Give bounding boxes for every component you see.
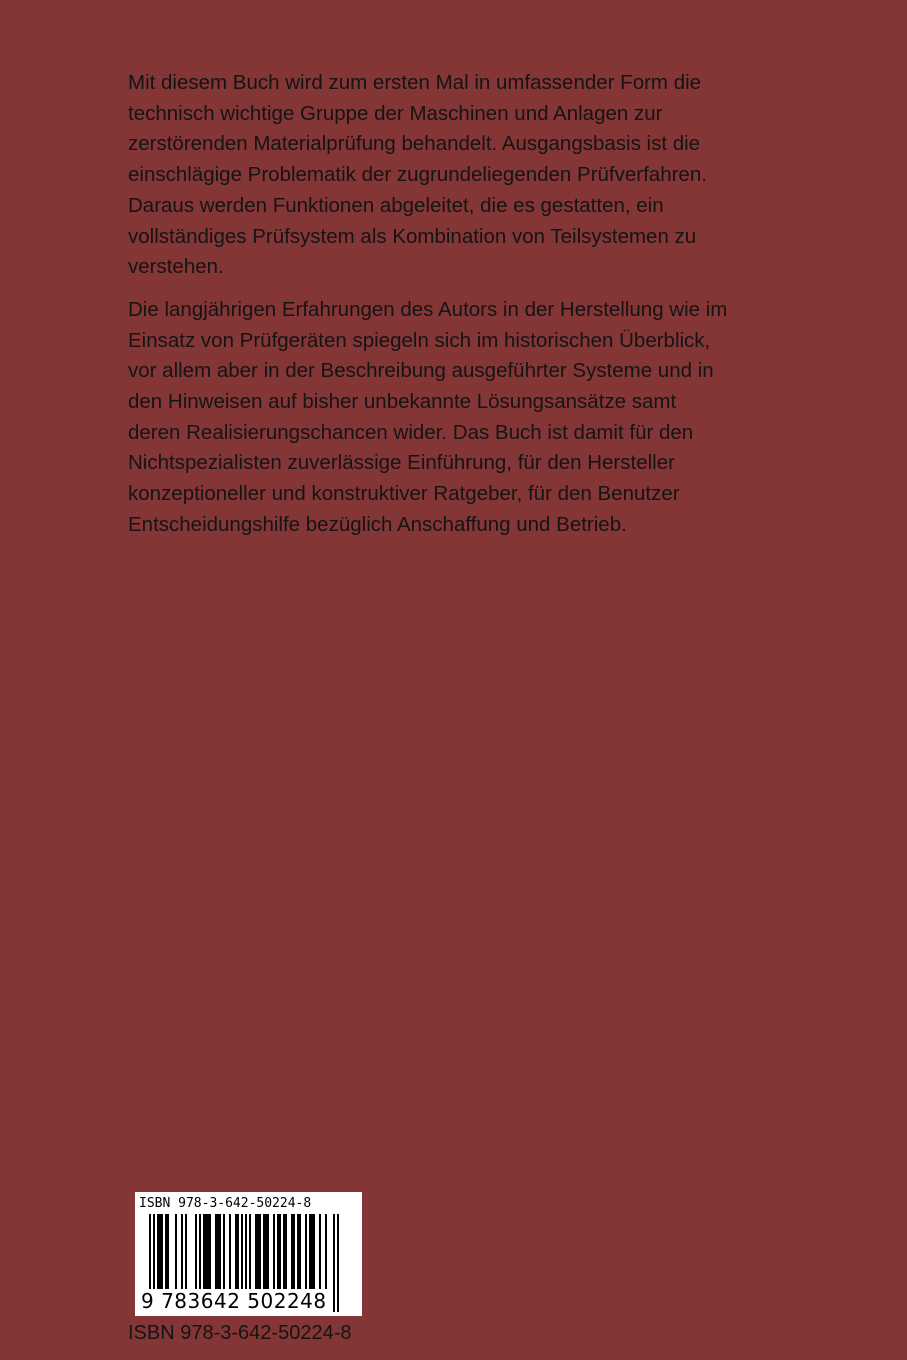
barcode-bar	[167, 1214, 169, 1290]
barcode-bar	[205, 1214, 207, 1290]
barcode-bar	[257, 1214, 259, 1290]
barcode-bar	[217, 1214, 219, 1290]
barcode-bar	[203, 1214, 205, 1290]
barcode-bar	[309, 1214, 311, 1290]
barcode-bar	[325, 1214, 327, 1290]
barcode-bar	[299, 1214, 301, 1290]
barcode-bar	[259, 1214, 261, 1290]
barcode-bar	[161, 1214, 163, 1290]
blurb-paragraph-1	[128, 68, 828, 283]
blurb-line: Einsatz von Prüfgeräten spiegeln sich im historischen Überblick,	[128, 328, 711, 352]
barcode-bar	[219, 1214, 221, 1290]
blurb-line: Nichtspezialisten zuverlässige Einführung, für den Hersteller	[128, 451, 675, 475]
blurb-line: einschlägige Problematik der zugrundeliegenden Prüfverfahren.	[128, 163, 707, 187]
barcode-bar	[199, 1214, 201, 1290]
blurb-line: konzeptioneller und konstruktiver Ratgeber, für den Benutzer	[128, 482, 680, 506]
barcode-bar	[283, 1214, 285, 1290]
barcode-bar	[207, 1214, 209, 1290]
barcode-bar	[165, 1214, 167, 1290]
barcode-bar	[319, 1214, 321, 1290]
barcode-bar	[249, 1214, 251, 1290]
barcode-bar	[157, 1214, 159, 1290]
barcode-bar	[337, 1214, 339, 1312]
blurb-line: Daraus werden Funktionen abgeleitet, die es gestatten, ein	[128, 193, 664, 217]
blurb-paragraph-2	[128, 295, 828, 541]
barcode-bar	[175, 1214, 177, 1290]
isbn-number: ISBN 978-3-642-50224-8	[128, 1322, 352, 1344]
barcode-bar	[291, 1214, 293, 1290]
barcode-bar	[181, 1214, 183, 1290]
blurb-line: technisch wichtige Gruppe der Maschinen und Anlagen zur	[128, 101, 663, 125]
barcode-bar	[279, 1214, 281, 1290]
barcode-digits: 9 783642 502248	[141, 1289, 327, 1313]
blurb-line: Entscheidungshilfe bezüglich Anschaffung und Betrieb.	[128, 512, 627, 536]
barcode-bar	[305, 1214, 307, 1290]
barcode-bar	[297, 1214, 299, 1290]
barcode-bar	[235, 1214, 237, 1290]
blurb-line: den Hinweisen auf bisher unbekannte Lösungsansätze samt	[128, 390, 677, 414]
barcode-bar	[273, 1214, 275, 1290]
barcode-bar	[285, 1214, 287, 1290]
blurb-line: Mit diesem Buch wird zum ersten Mal in umfassender Form die	[128, 71, 702, 94]
barcode-bar	[313, 1214, 315, 1290]
blurb-line: zerstörenden Materialprüfung behandelt. Ausgangsbasis ist die	[128, 132, 701, 156]
barcode-bar	[159, 1214, 161, 1290]
barcode-bar	[255, 1214, 257, 1290]
barcode-bar	[215, 1214, 217, 1290]
barcode-bar	[185, 1214, 187, 1290]
barcode-bar	[263, 1214, 265, 1290]
barcode-bar	[333, 1214, 335, 1312]
barcode-bar	[209, 1214, 211, 1290]
barcode-isbn-label: ISBN 978-3-642-50224-8	[139, 1196, 312, 1211]
back-cover-blurb	[128, 68, 828, 553]
blurb-line: vor allem aber in der Beschreibung ausgeführter Systeme und in	[128, 359, 714, 383]
barcode-bar	[265, 1214, 267, 1290]
barcode-bar	[267, 1214, 269, 1290]
blurb-line: deren Realisierungschancen wider. Das Buch ist damit für den	[128, 420, 694, 444]
blurb-line: vollständiges Prüfsystem als Kombination von Teilsystemen zu	[128, 224, 697, 248]
blurb-line: verstehen.	[128, 255, 224, 279]
barcode-bar	[293, 1214, 295, 1290]
barcode-bar	[237, 1214, 239, 1290]
blurb-line: Die langjährigen Erfahrungen des Autors in der Herstellung wie im	[128, 297, 728, 321]
barcode-bar	[277, 1214, 279, 1290]
barcode-bar	[229, 1214, 231, 1290]
barcode-bar	[195, 1214, 197, 1290]
barcode-bar	[311, 1214, 313, 1290]
isbn-barcode	[135, 1192, 362, 1316]
barcode-bar	[223, 1214, 225, 1290]
